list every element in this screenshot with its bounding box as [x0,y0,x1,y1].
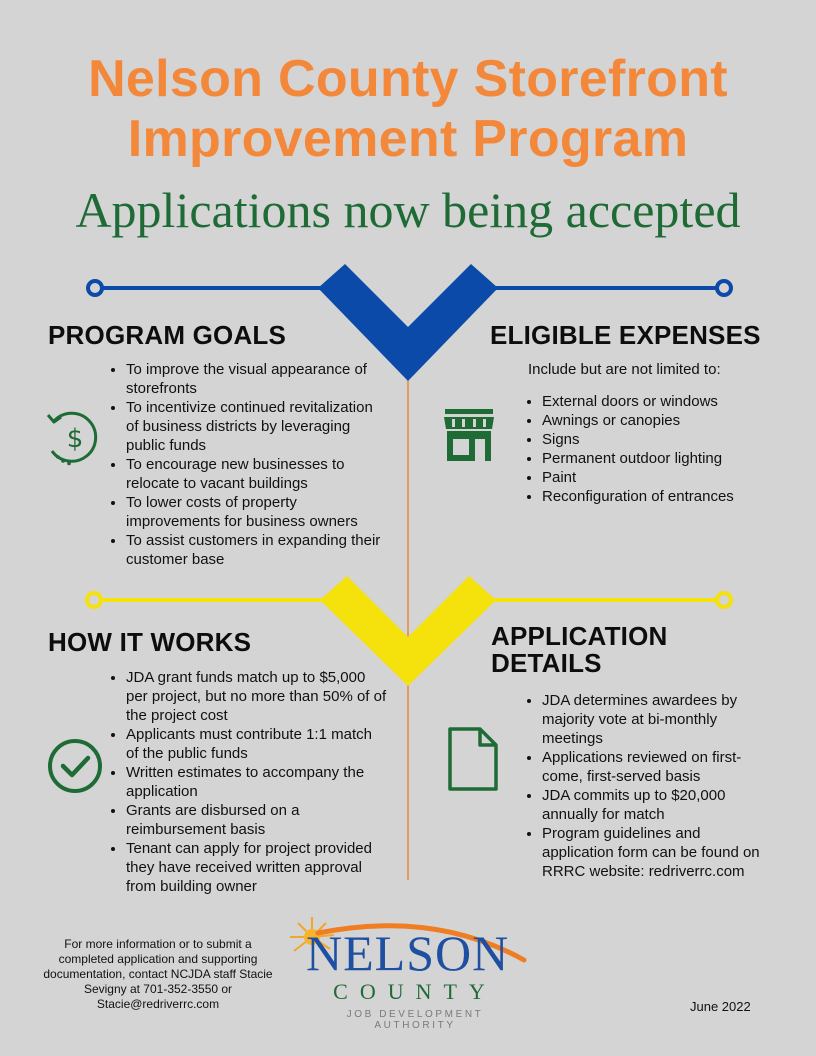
list-item: • Tenant can apply for project provided they have received written approval from building owner [126,839,388,896]
blue-dot-left [88,281,102,295]
list-item: • Awnings or canopies [542,411,784,430]
nelson-county-logo [284,915,544,1030]
page-title-line-2: Improvement Program [127,110,689,168]
application-details-list [524,691,769,881]
dollar-refresh-icon [44,407,102,469]
list-item: • Applications reviewed on first-come, first-served basis [542,748,769,786]
logo-tagline: JOB DEVELOPMENT AUTHORITY [346,1009,484,1031]
list-item: • To improve the visual appearance of storefronts [126,360,383,398]
list-item: • JDA grant funds match up to $5,000 per project, but no more than 50% of of the project cost [126,668,388,725]
how-it-works-heading: HOW IT WORKS [48,627,252,657]
list-item: • To incentivize continued revitalization of business districts by leveraging public funds [126,398,383,455]
eligible-expenses-list [524,392,784,506]
how-it-works-list [108,668,388,896]
list-item: • Reconfiguration of entrances [542,487,784,506]
program-goals-list [108,360,383,569]
eligible-expenses-intro: Include but are not limited to: [528,361,721,378]
logo-wordmark-nelson: NELSON [306,925,510,981]
storefront-icon [442,407,496,463]
program-goals-heading: PROGRAM GOALS [48,320,287,350]
logo-wordmark-county: COUNTY [333,979,497,1004]
svg-text:$: $ [66,424,84,454]
list-item: • To assist customers in expanding their customer base [126,531,383,569]
list-item: • Program guidelines and application form can be found on RRRC website: redriverrc.com [542,824,769,881]
list-item: • Applicants must contribute 1:1 match of the public funds [126,725,388,763]
application-details-heading-line-1: APPLICATION [491,621,668,651]
page-subtitle: Applications now being accepted [75,182,741,238]
list-item: • JDA commits up to $20,000 annually for match [542,786,769,824]
document-icon [446,726,500,792]
list-item: • External doors or windows [542,392,784,411]
blue-dot-right [717,281,731,295]
page-title-line-1: Nelson County Storefront [88,50,728,108]
application-details-heading-line-2: DETAILS [491,648,602,678]
list-item: • To lower costs of property improvements for business owners [126,493,383,531]
publication-date: June 2022 [690,999,751,1014]
list-item: • Paint [542,468,784,487]
checkmark-circle-icon [46,737,104,795]
list-item: • Written estimates to accompany the application [126,763,388,801]
yellow-dot-right [717,593,731,607]
list-item: • Grants are disbursed on a reimbursement basis [126,801,388,839]
eligible-expenses-heading: ELIGIBLE EXPENSES [490,320,761,350]
list-item: • Permanent outdoor lighting [542,449,784,468]
list-item: • To encourage new businesses to relocate to vacant buildings [126,455,383,493]
yellow-dot-left [87,593,101,607]
list-item: • JDA determines awardees by majority vote at bi-monthly meetings [542,691,769,748]
list-item: • Signs [542,430,784,449]
footer-contact-text: For more information or to submit a completed application and supporting documentation, contact NCJDA staff Stacie Sevigny at 701-352-3550 or Stacie@redriverrc.com [43,937,273,1011]
